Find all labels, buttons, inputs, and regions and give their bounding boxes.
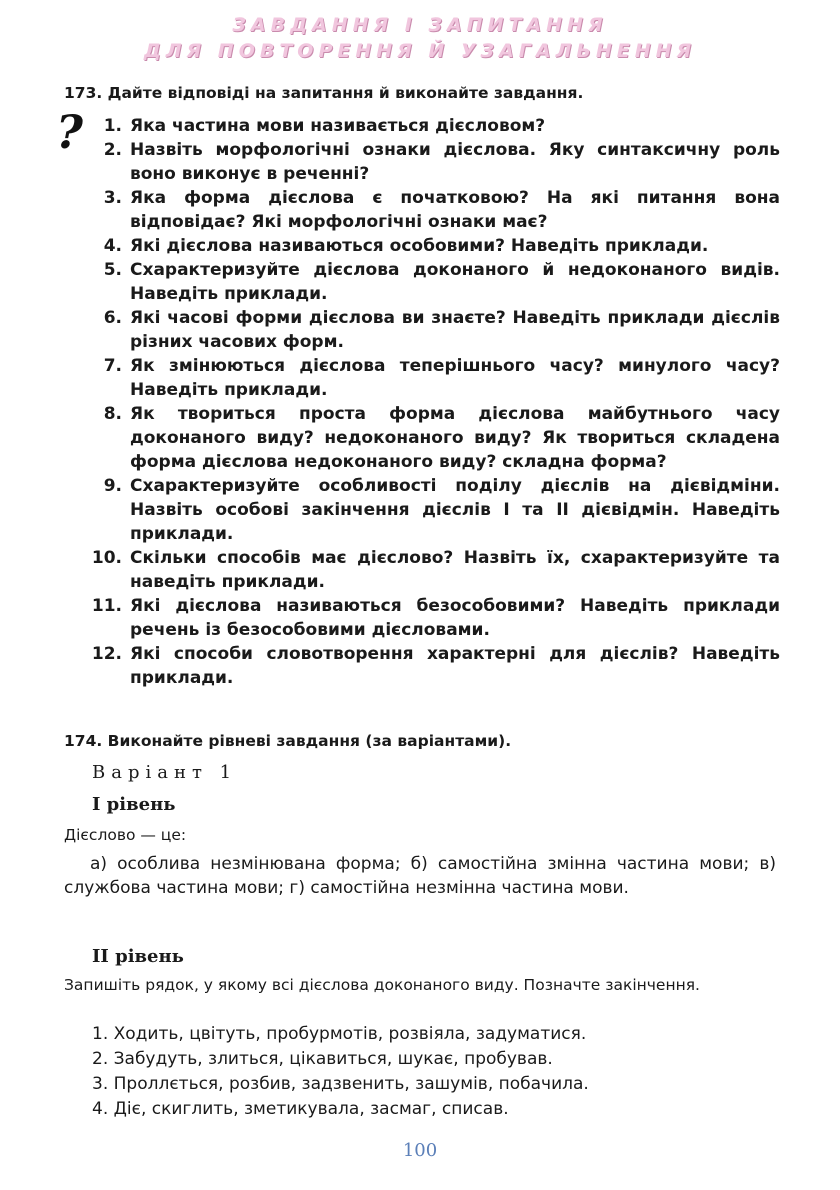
task-173-heading: [64, 82, 784, 104]
question-text: Схарактеризуйте дієслова доконаного й недоконаного видів. Наведіть приклади.: [130, 260, 780, 304]
question-number: 9.: [103, 476, 122, 496]
section-header-line-2: ДЛЯ ПОВТОРЕННЯ Й УЗАГАЛЬНЕННЯ: [143, 40, 697, 62]
task-174-number: 174.: [64, 732, 103, 750]
question-number: 2.: [103, 140, 122, 160]
list-item: 3. Проллється, розбив, задзвенить, зашумів, побачила.: [92, 1074, 589, 1094]
question-item: [80, 306, 780, 354]
question-number: 1.: [103, 116, 122, 136]
task-173-text: Дайте відповіді на запитання й виконайте завдання.: [107, 84, 584, 102]
question-number: 5.: [103, 260, 122, 280]
question-number: 10.: [91, 548, 122, 568]
question-item: [80, 546, 780, 594]
question-number: 6.: [103, 308, 122, 328]
question-item: [80, 186, 780, 234]
section-header-line-1: ЗАВДАННЯ І ЗАПИТАННЯ: [232, 14, 608, 36]
question-item: [80, 354, 780, 402]
list-item: 1. Ходить, цвітуть, пробурмотів, розвіяла, задуматися.: [92, 1024, 587, 1044]
level-1-prompt: Дієслово — це:: [64, 826, 187, 844]
variant-label: Варіант 1: [92, 762, 238, 783]
level-2-title: II рівень: [92, 946, 184, 967]
question-item: [80, 138, 780, 186]
question-item: [80, 642, 780, 690]
question-text: Які дієслова називаються безособовими? Наведіть приклади речень із безособовими дієсловами.: [130, 596, 780, 640]
question-number: 4.: [103, 236, 122, 256]
question-text: Які часові форми дієслова ви знаєте? Наведіть приклади дієслів різних часових форм.: [130, 308, 780, 352]
question-number: 11.: [91, 596, 122, 616]
question-number: 8.: [103, 404, 122, 424]
question-text: Які дієслова називаються особовими? Наведіть приклади.: [130, 236, 709, 256]
question-text: Схарактеризуйте особливості поділу дієслів на дієвідміни. Назвіть особові закінчення дієслів I та II дієвідмін. Наведіть приклади.: [130, 476, 780, 544]
question-text: Як змінюються дієслова теперішнього часу? минулого часу? Наведіть приклади.: [130, 356, 780, 400]
question-text: Яка форма дієслова є початковою? На які питання вона відповідає? Які морфологічні ознаки має?: [130, 188, 780, 232]
task-173-number: 173.: [64, 84, 103, 102]
section-header: [0, 12, 840, 64]
question-text: Які способи словотворення характерні для дієслів? Наведіть приклади.: [130, 644, 780, 688]
question-item: [80, 234, 780, 258]
question-item: [80, 402, 780, 474]
task-174-text: Виконайте рівневі завдання (за варіантами).: [107, 732, 512, 750]
level-1-answers: а) особлива незмінювана форма; б) самостійна змінна частина мови; в) службова частина мови; г) самостійна незмінна частина мови.: [64, 854, 776, 898]
question-item: [80, 258, 780, 306]
question-number: 12.: [91, 644, 122, 664]
list-item: 2. Забудуть, злиться, цікавиться, шукає, пробував.: [92, 1049, 553, 1069]
question-text: Назвіть морфологічні ознаки дієслова. Яку синтаксичну роль воно виконує в реченні?: [130, 140, 780, 184]
question-item: [80, 594, 780, 642]
page-number: 100: [402, 1140, 438, 1161]
question-number: 7.: [103, 356, 122, 376]
level-2-prompt: Запишіть рядок, у якому всі дієслова доконаного виду. Позначте закінчення.: [64, 976, 700, 994]
question-mark-icon: ?: [56, 105, 83, 159]
question-text: Скільки способів має дієслово? Назвіть їх, схарактеризуйте та наведіть приклади.: [130, 548, 780, 592]
level-1-title: I рівень: [92, 794, 176, 815]
question-number: 3.: [103, 188, 122, 208]
list-item: 4. Діє, скиглить, зметикувала, засмаг, списав.: [92, 1099, 509, 1119]
question-item: [80, 474, 780, 546]
question-list: [80, 114, 780, 690]
question-text: Яка частина мови називається дієсловом?: [130, 116, 546, 136]
question-text: Як твориться проста форма дієслова майбутнього часу доконаного виду? недоконаного виду? Як твориться складена форма дієслова недоконаного виду? складна форма?: [130, 404, 780, 472]
task-174-heading: [64, 730, 784, 752]
question-item: [80, 114, 780, 138]
level-2-rows: [92, 1022, 782, 1122]
